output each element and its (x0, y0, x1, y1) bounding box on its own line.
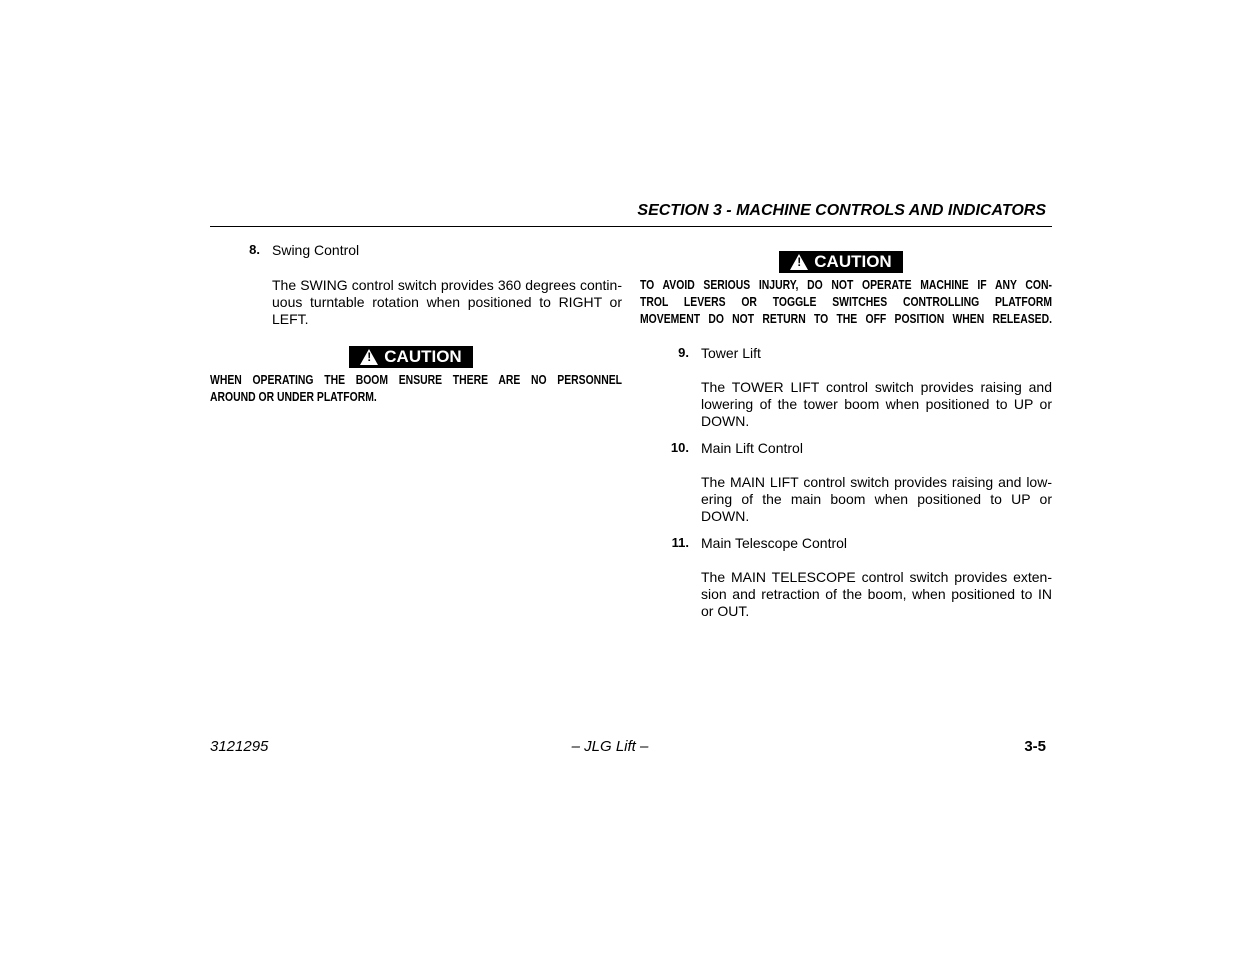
item-title: Main Lift Control (701, 440, 803, 456)
doc-number: 3121295 (210, 738, 269, 755)
caution-label: CAUTION (384, 347, 462, 366)
warning-triangle-icon (790, 254, 808, 270)
caution-text-line: TO AVOID SERIOUS INJURY, DO NOT OPERATE MACHINE IF ANY CON- (640, 277, 1052, 292)
item-number: 11. (671, 535, 689, 550)
paragraph-line: DOWN. (701, 413, 750, 429)
paragraph-line: LEFT. (272, 311, 309, 327)
item-number: 8. (249, 242, 260, 257)
paragraph-line: sion and retraction of the boom, when positioned to IN (701, 586, 1052, 602)
caution-text-line: TROL LEVERS OR TOGGLE SWITCHES CONTROLLING PLATFORM (640, 294, 1052, 309)
paragraph-line: The MAIN LIFT control switch provides raising and low- (701, 474, 1052, 490)
caution-text-line: AROUND OR UNDER PLATFORM. (210, 389, 377, 404)
item-number: 9. (678, 345, 689, 360)
item-title: Tower Lift (701, 345, 761, 361)
paragraph-line: The MAIN TELESCOPE control switch provides exten- (701, 569, 1052, 585)
paragraph-line: ering of the main boom when positioned to UP or (701, 491, 1052, 507)
caution-badge (349, 346, 473, 368)
page-number: 3-5 (1024, 738, 1046, 755)
paragraph-line: uous turntable rotation when positioned to RIGHT or (272, 294, 622, 310)
warning-triangle-icon (360, 349, 378, 365)
paragraph-line: lowering of the tower boom when positioned to UP or (701, 396, 1052, 412)
footer-center: – JLG Lift – (571, 738, 649, 755)
item-number: 10. (670, 440, 689, 455)
caution-text-line: WHEN OPERATING THE BOOM ENSURE THERE ARE NO PERSONNEL (210, 372, 622, 387)
caution-label: CAUTION (814, 252, 892, 271)
section-header: SECTION 3 - MACHINE CONTROLS AND INDICATORS (637, 202, 1046, 219)
caution-text-line: MOVEMENT DO NOT RETURN TO THE OFF POSITION WHEN RELEASED. (640, 311, 1052, 326)
header-rule (210, 226, 1052, 227)
item-title: Swing Control (272, 242, 360, 258)
paragraph-line: The TOWER LIFT control switch provides raising and (701, 379, 1052, 395)
paragraph-line: DOWN. (701, 508, 750, 524)
paragraph-line: The SWING control switch provides 360 degrees contin- (272, 277, 622, 293)
caution-badge (779, 251, 903, 273)
paragraph-line: or OUT. (701, 603, 750, 619)
item-title: Main Telescope Control (701, 535, 848, 551)
